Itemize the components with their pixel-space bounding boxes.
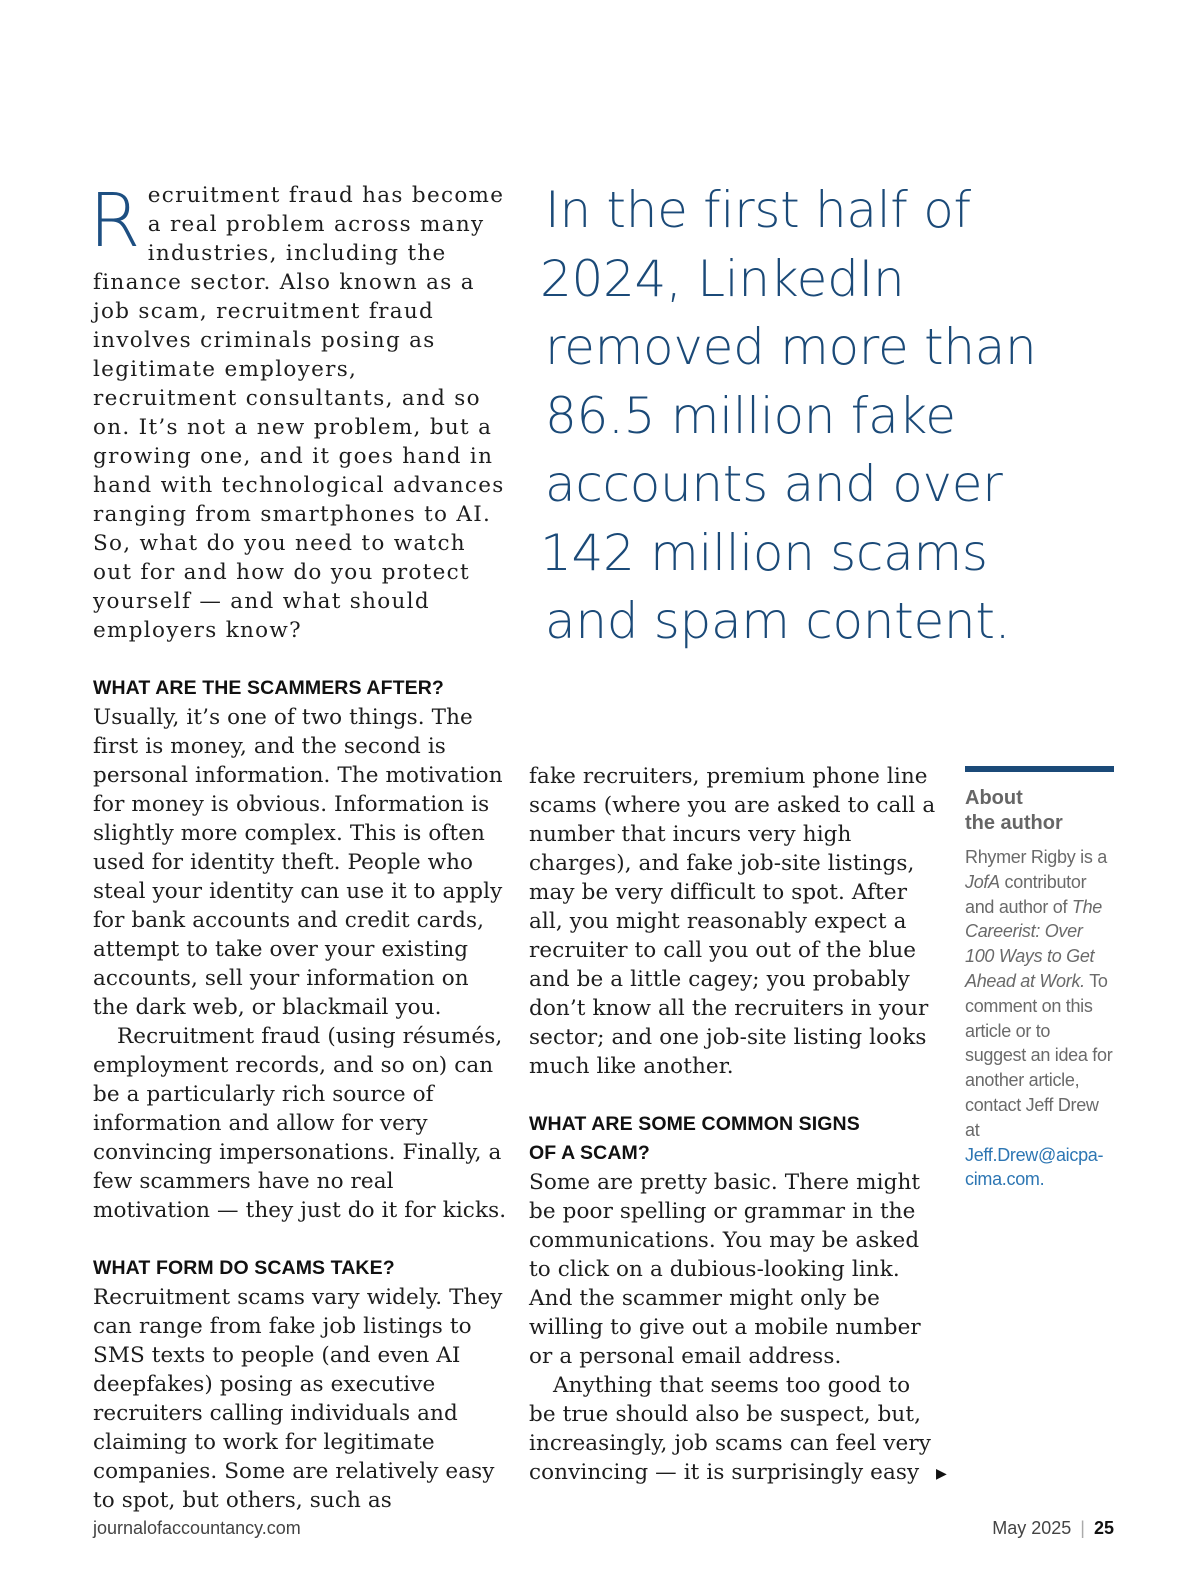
continue-arrow-icon: ▶ bbox=[936, 1466, 947, 1482]
about-author-box bbox=[965, 766, 1115, 1192]
intro-paragraph bbox=[89, 178, 508, 645]
author-bio bbox=[965, 845, 1115, 1192]
body-paragraph: Recruitment scams vary widely. They can range from fake job listings to SMS texts to people (and even AI deepfakes) posing as executive recruiters calling individuals and claiming to work for legitimate companies. Some are relatively easy to spot, but others, such as bbox=[93, 1285, 503, 1513]
body-paragraph: Recruitment fraud (using résumés, employment records, and so on) can be a particularly rich source of information and allow for very convincing impersonations. Finally, a few scammers have no real motivation — they just do it for kicks. bbox=[93, 1024, 507, 1223]
heading-line: OF A SCAM? bbox=[529, 1142, 650, 1164]
author-box-heading bbox=[965, 786, 1115, 836]
heading-line: the author bbox=[965, 812, 1063, 834]
pull-quote-line: removed more than bbox=[545, 318, 1037, 376]
heading-line: WHAT ARE SOME COMMON SIGNS bbox=[529, 1113, 860, 1135]
bio-text: contributor and author of bbox=[965, 871, 1087, 917]
body-paragraph: Some are pretty basic. There might be poor spelling or grammar in the communications. You may be asked to click on a dubious-looking link. And the scammer might only be willing to give out a mobile number or a personal email address. bbox=[529, 1170, 921, 1369]
publication-name: JofA bbox=[965, 871, 1000, 892]
section-heading-scam-signs bbox=[529, 1110, 939, 1168]
pull-quote-line: 2024, LinkedIn bbox=[540, 249, 905, 308]
pull-quote bbox=[540, 176, 1045, 656]
bio-text: Rhymer Rigby is a bbox=[965, 847, 1107, 867]
article-column-2 bbox=[529, 762, 939, 1487]
section-heading-scam-forms: WHAT FORM DO SCAMS TAKE? bbox=[93, 1257, 395, 1279]
pull-quote-line: accounts and over bbox=[545, 455, 1003, 513]
pull-quote-line: In the first half of bbox=[545, 181, 971, 239]
pull-quote-line: 86.5 million fake bbox=[545, 386, 956, 445]
author-box-rule bbox=[965, 766, 1114, 772]
body-paragraph: Anything that seems too good to be true should also be suspect, but, increasingly, job scams can feel very convincing — it is surprisingly easy bbox=[529, 1373, 931, 1485]
heading-line: About bbox=[965, 787, 1023, 809]
body-paragraph: Usually, it’s one of two things. The first is money, and the second is personal information. The motivation for money is obvious. Information is slightly more complex. This is often used for identity theft. People who steal your identity can use it to apply for bank accounts and credit cards, attempt to take over your existing accounts, sell your information on the dark web, or blackmail you. bbox=[93, 705, 503, 1020]
page-number: 25 bbox=[1093, 1518, 1114, 1538]
footer-site: journalofaccountancy.com bbox=[93, 1518, 301, 1538]
issue-date: May 2025 bbox=[992, 1518, 1072, 1538]
intro-text: ecruitment fraud has become a real problem across many industries, including the finance sector. Also known as a job scam, recruitment fraud involves criminals posing as legitimate employers, recruitment consultants, and so on. It’s not a new problem, but a growing one, and it goes hand in hand with technological advances ranging from smartphones to AI. So, what do you need to watch out for and how do you protect yourself — and what should employers know? bbox=[93, 183, 505, 643]
body-paragraph: fake recruiters, premium phone line scams (where you are asked to call a number that incurs very high charges), and fake job-site listings, may be very difficult to spot. After all, you might reasonably expect a recruiter to call you out of the blue and be a little cagey; you probably don’t know all the recruiters in your sector; and one job-site listing looks much like another. bbox=[529, 764, 936, 1079]
book-title: The Careerist: Over 100 Ways to Get Ahead at Work. bbox=[965, 896, 1103, 991]
footer-folio bbox=[992, 1518, 1114, 1539]
contact-email-link[interactable]: Jeff.Drew@aicpa-cima.com. bbox=[965, 1144, 1104, 1190]
article-column-1 bbox=[89, 178, 508, 1515]
pull-quote-line: and spam content. bbox=[545, 592, 1011, 650]
footer-divider: | bbox=[1080, 1518, 1085, 1538]
bio-text: To comment on this article or to suggest an idea for another article, contact Jeff Drew at bbox=[965, 970, 1113, 1140]
section-heading-scammers-after: WHAT ARE THE SCAMMERS AFTER? bbox=[93, 677, 444, 699]
drop-cap: R bbox=[89, 178, 142, 264]
pull-quote-line: 142 million scams bbox=[540, 523, 988, 582]
